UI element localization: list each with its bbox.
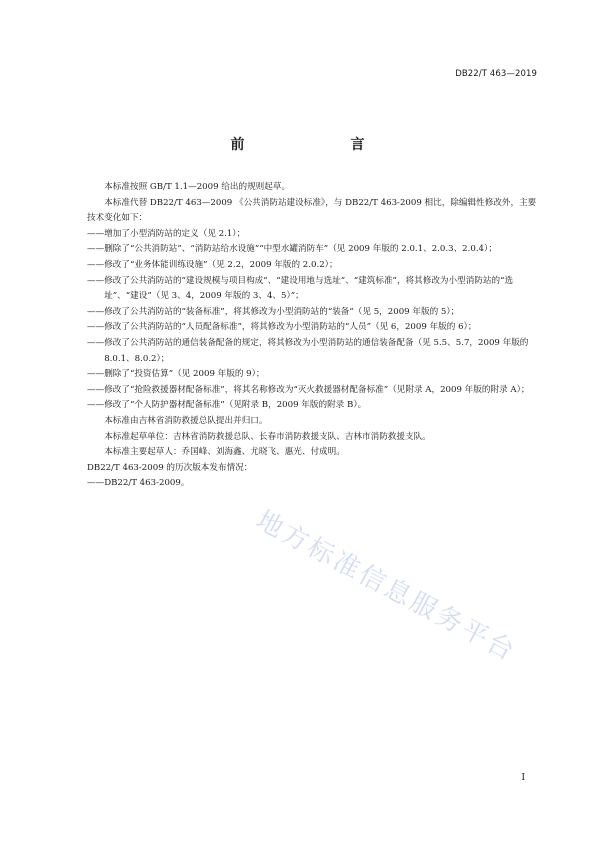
change-item: ——修改了“抢险救援器材配备标准”，将其名称修改为“灭火救援器材配备标准”（见附录 A，2009 年版的附录 A）； [87, 384, 530, 395]
paragraph-replacement: 本标准代替 DB22/T 463—2009 《公共消防站建设标准》，与 DB22/T 463-2009 相比，除编辑性修改外，主要技术变化如下： [87, 197, 537, 224]
history-item: ——DB22/T 463-2009。 [87, 478, 190, 489]
paragraph-proposer: 本标准由吉林省消防救援总队提出并归口。 [104, 415, 268, 426]
change-item: ——修改了“个人防护器材配备标准”（见附录 B，2009 年版的附录 B）。 [87, 400, 367, 411]
paragraph-drafting-rules: 本标准按照 GB/T 1.1—2009 给出的规则起草。 [104, 182, 291, 192]
change-item: ——删除了“公共消防站”、“消防站给水设施”“中型水罐消防车”（见 2009 年版的 2.0.1、2.0.3、2.0.4）； [87, 244, 497, 255]
page-title: 前 言 [230, 137, 391, 153]
page-number: I [521, 773, 525, 783]
watermark: 地方标准信息服务平台 [251, 505, 522, 668]
change-item: ——修改了公共消防站的通信装备配备的规定，将其修改为小型消防站的通信装备配备（见 5.5、5.7，2009 年版的 8.0.1、8.0.2）； [87, 337, 529, 364]
paragraph-drafters: 本标准主要起草人：乔国峰、刘海鑫、尤晓飞、惠光、付成明。 [104, 447, 345, 458]
change-item: ——修改了公共消防站的“人员配备标准”，将其修改为小型消防站的“人员”（见 6，2009 年版的 6）； [87, 322, 477, 333]
change-item: ——修改了“业务体能训练设施”（见 2.2，2009 年版的 2.0.2）； [87, 259, 338, 270]
paragraph-drafting-units: 本标准起草单位：吉林省消防救援总队、长春市消防救援支队、吉林市消防救援支队。 [104, 431, 431, 442]
document-code: DB22/T 463—2019 [455, 69, 537, 79]
change-item: ——删除了“投资估算”（见 2009 年版的 9）； [87, 369, 265, 380]
change-item: ——增加了小型消防站的定义（见 2.1）； [87, 228, 246, 239]
history-heading: DB22/T 463-2009 的历次版本发布情况： [87, 462, 253, 473]
foreword-body [87, 180, 541, 492]
change-item: ——修改了公共消防站的“装备标准”，将其修改为小型消防站的“装备”（见 5，2009 年版的 5）； [87, 306, 460, 317]
change-item: ——修改了公共消防站的“建设规模与项目构成”、“建设用地与选址”、“建筑标准”，将其修改为小型消防站的“选址”、“建设”（见 3、4，2009 年版的 3、4、5）”； [87, 275, 514, 302]
